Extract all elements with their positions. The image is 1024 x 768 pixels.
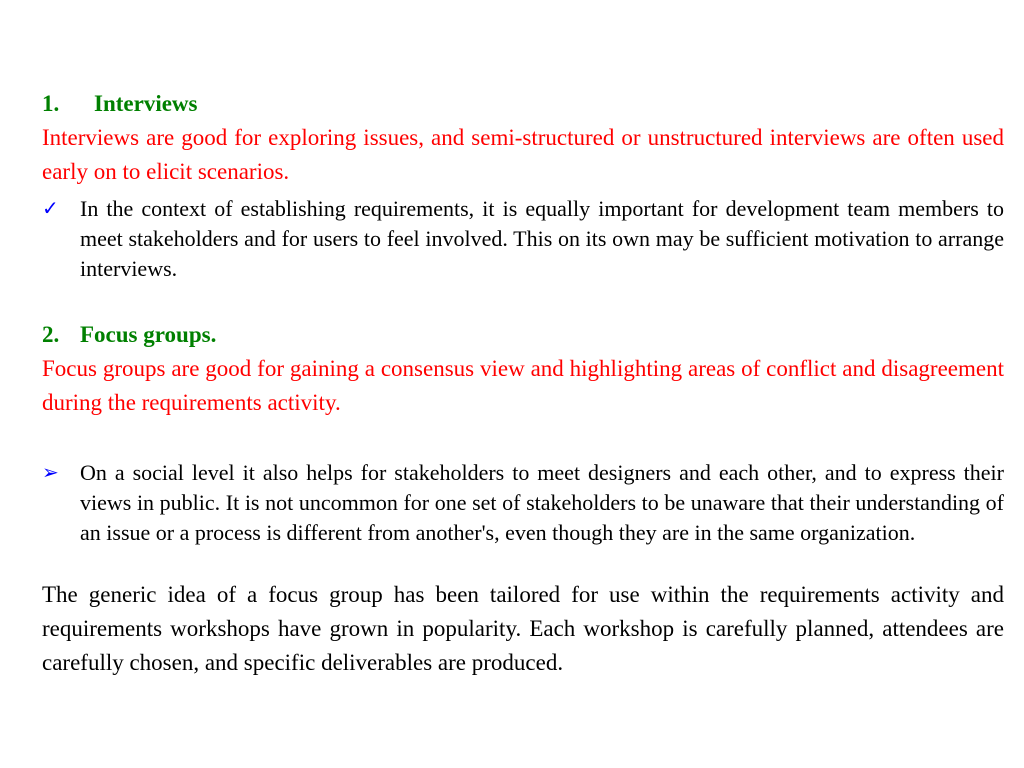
checkmark-icon: ✓ <box>42 198 59 220</box>
focus-groups-intro: Focus groups are good for gaining a consensus view and highlighting areas of conflict and disagreement during the requirements activity. <box>42 356 1004 415</box>
interviews-intro: Interviews are good for exploring issues, and semi-structured or unstructured interviews are often used early on to elicit scenarios. <box>42 125 1004 184</box>
focus-groups-title: Focus groups. <box>80 322 217 347</box>
focus-groups-bullet-text: On a social level it also helps for stakeholders to meet designers and each other, and to express their views in public. It is not uncommon for one set of stakeholders to be unaware that their understanding of an issue or a process is different from another's, even though they are in the same organization. <box>80 460 1004 545</box>
interviews-heading <box>42 90 197 118</box>
interviews-title: Interviews <box>94 91 198 116</box>
focus-groups-heading <box>42 321 216 349</box>
focus-groups-closing: The generic idea of a focus group has been tailored for use within the requirements activity and requirements workshops have grown in popularity. Each workshop is carefully planned, attendees are carefully chosen, and specific deliverables are produced. <box>42 582 1004 675</box>
focus-groups-number: 2. <box>42 322 60 347</box>
interviews-number: 1. <box>42 91 60 116</box>
arrow-right-icon: ➢ <box>42 462 59 484</box>
interviews-bullet-text: In the context of establishing requirements, it is equally important for development team members to meet stakeholders and for users to feel involved. This on its own may be sufficient motivation to arrange interviews. <box>80 196 1004 281</box>
